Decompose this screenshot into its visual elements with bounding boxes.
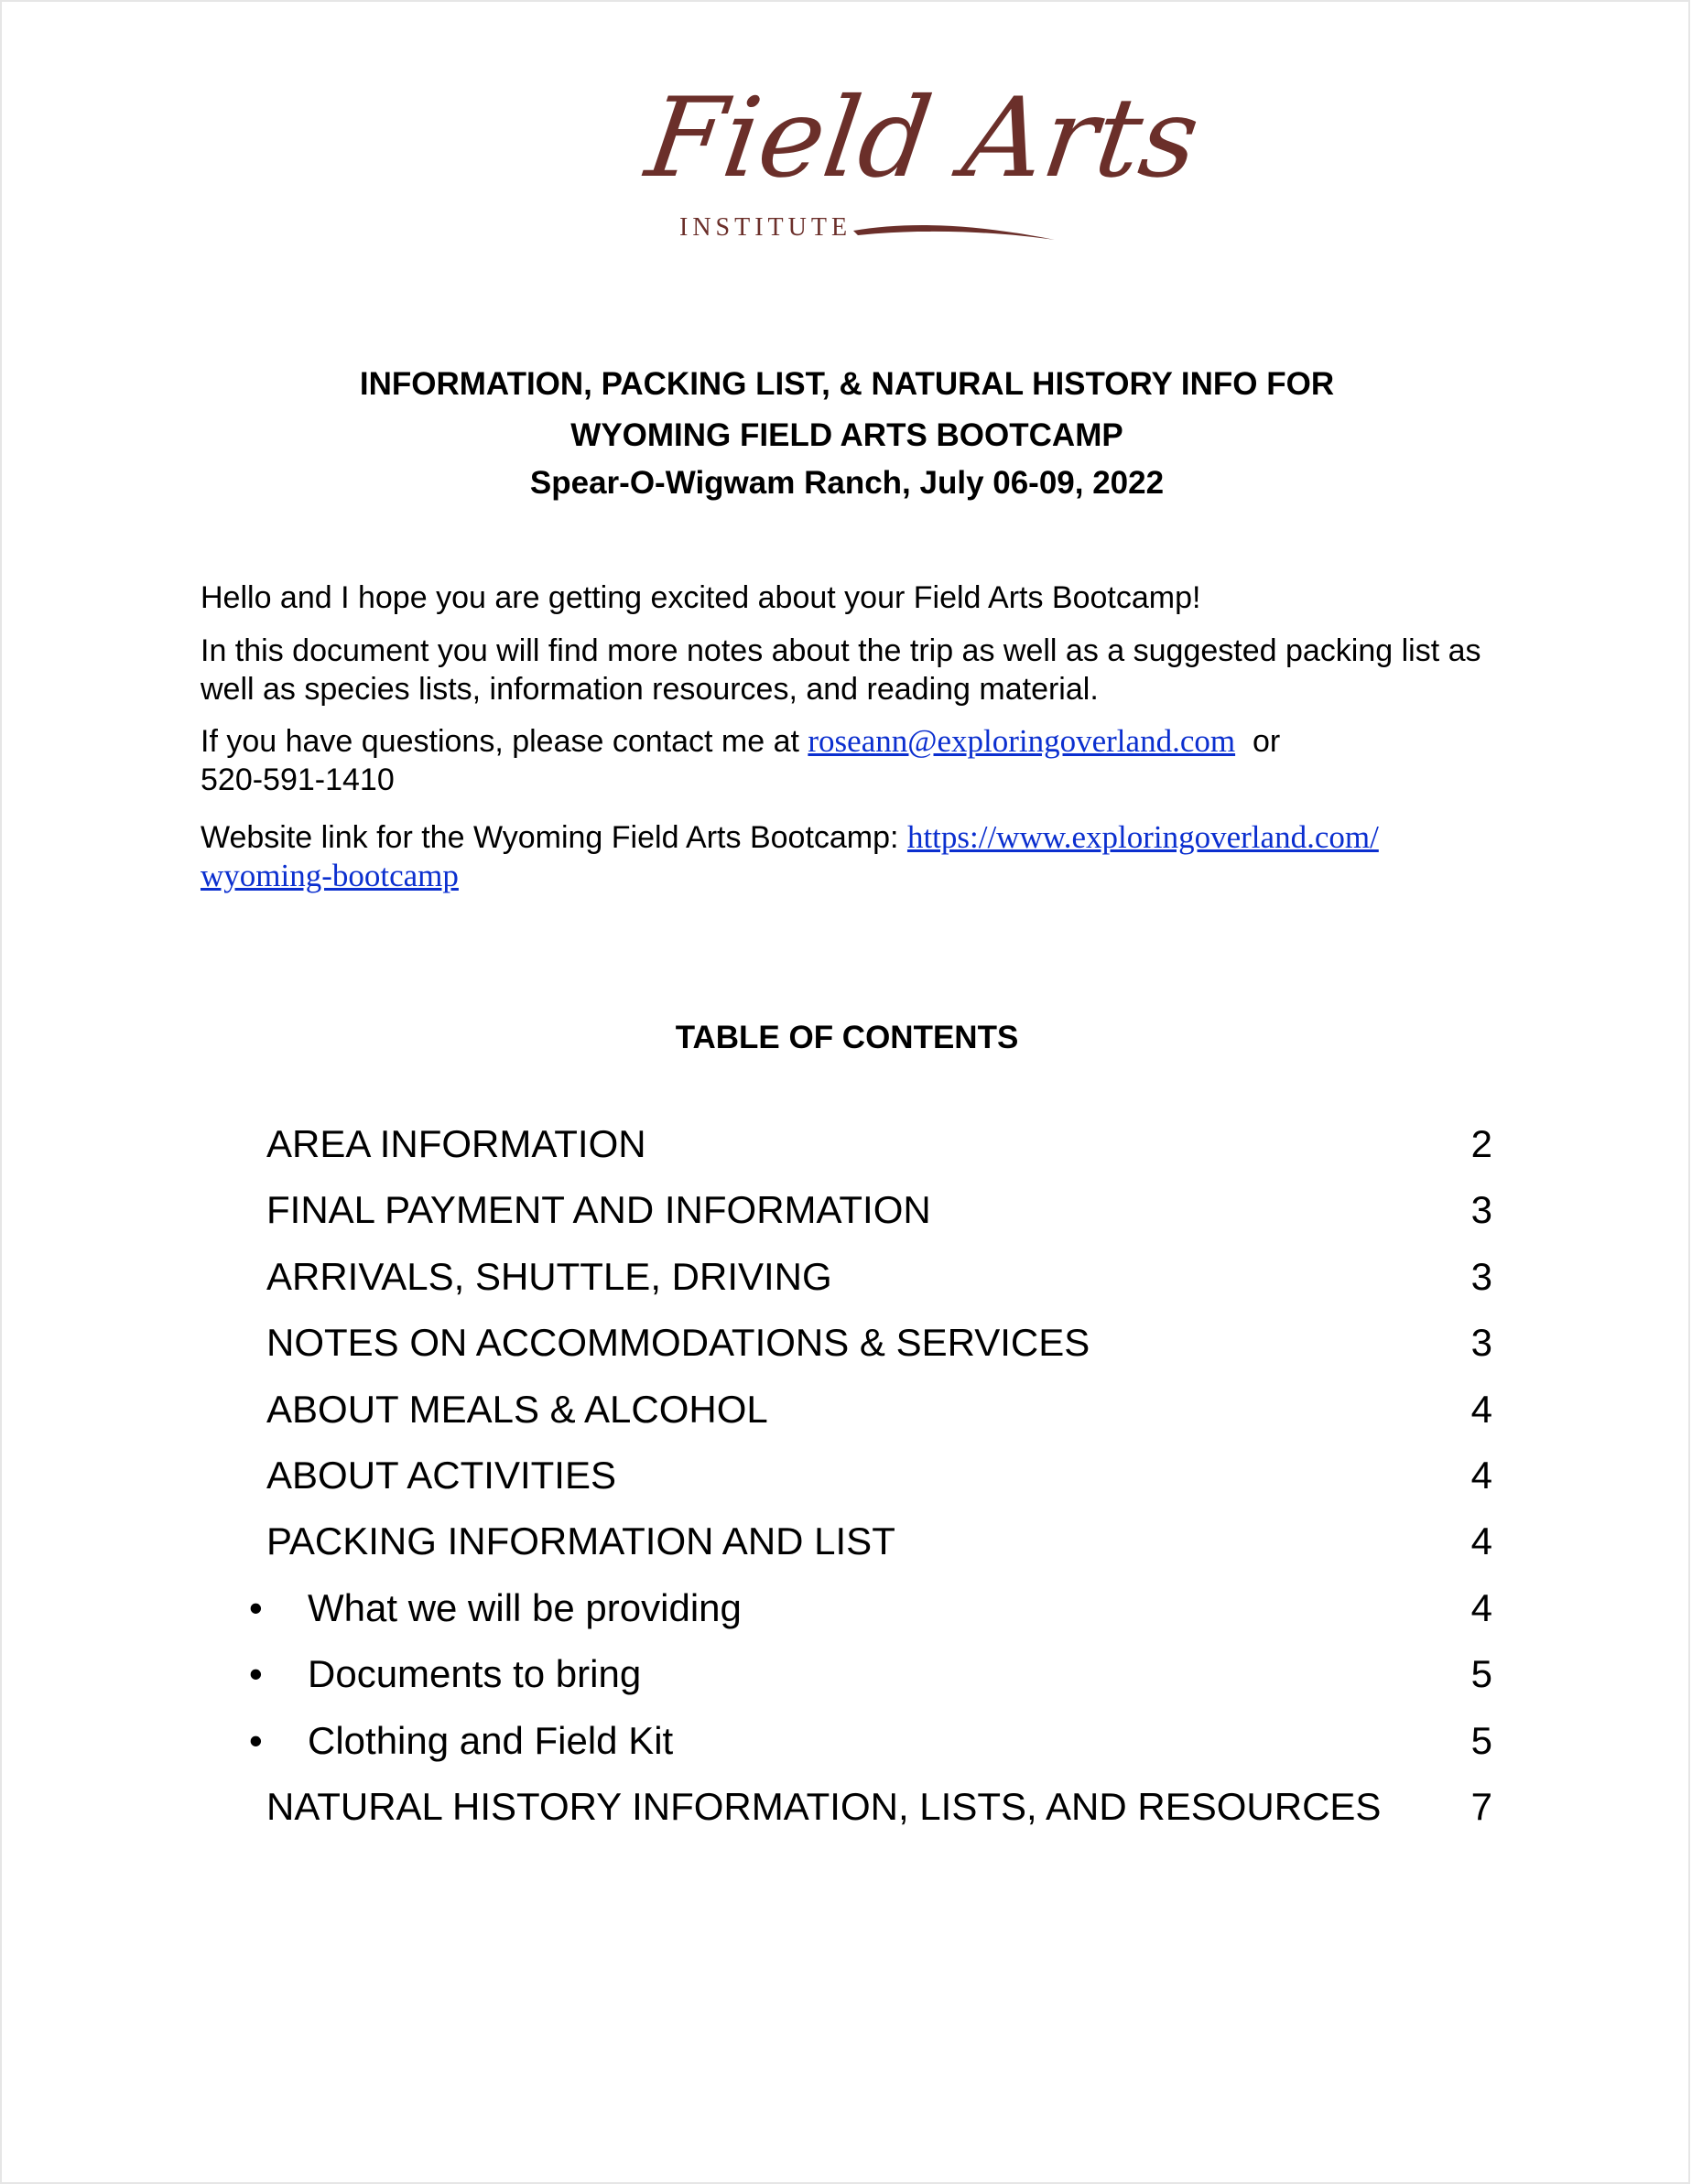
- toc-entry-page: 4: [1470, 1453, 1492, 1497]
- toc-entry-label: What we will be providing: [308, 1585, 742, 1629]
- toc-entry-clothing[interactable]: [2, 1719, 1692, 1785]
- toc-entry-label: Clothing and Field Kit: [308, 1718, 674, 1762]
- toc-entry-meals-alcohol[interactable]: [2, 1388, 1692, 1454]
- toc-entry-page: 5: [1470, 1718, 1492, 1762]
- toc-entry-label: Documents to bring: [308, 1652, 642, 1696]
- toc-entry-label: AREA INFORMATION: [266, 1122, 646, 1165]
- logo-underline-swash: [853, 225, 1055, 240]
- website-prefix: Website link for the Wyoming Field Arts Bootcamp:: [201, 820, 907, 855]
- logo-script-text: Field Arts: [639, 74, 1207, 202]
- toc-entry-documents[interactable]: [2, 1652, 1692, 1718]
- toc-entry-page: 4: [1470, 1519, 1492, 1563]
- toc-entry-activities[interactable]: [2, 1454, 1692, 1519]
- toc-entry-natural-history[interactable]: [2, 1785, 1692, 1851]
- toc-entry-label: ABOUT MEALS & ALCOHOL: [266, 1387, 768, 1431]
- toc-entry-page: 4: [1470, 1585, 1492, 1629]
- toc-entry-final-payment[interactable]: [2, 1188, 1692, 1254]
- toc-entry-label: ABOUT ACTIVITIES: [266, 1453, 616, 1497]
- field-arts-institute-logo: [639, 48, 1207, 267]
- document-title-line-1: INFORMATION, PACKING LIST, & NATURAL HISTORY INFO FOR: [359, 366, 1335, 402]
- contact-email-link[interactable]: roseann@exploringoverland.com: [808, 723, 1236, 759]
- toc-entry-label: NATURAL HISTORY INFORMATION, LISTS, AND RESOURCES: [266, 1784, 1382, 1828]
- greeting-paragraph: Hello and I hope you are getting excited about your Field Arts Bootcamp!: [201, 580, 1201, 615]
- toc-entry-label: FINAL PAYMENT AND INFORMATION: [266, 1188, 931, 1232]
- toc-heading: TABLE OF CONTENTS: [675, 1020, 1019, 1055]
- toc-entry-label: PACKING INFORMATION AND LIST: [266, 1519, 895, 1563]
- document-subtitle-location-date: Spear-O-Wigwam Ranch, July 06-09, 2022: [529, 465, 1165, 501]
- contact-paragraph: [201, 722, 1501, 799]
- toc-entry-arrivals[interactable]: [2, 1255, 1692, 1321]
- toc-entry-page: 7: [1470, 1784, 1492, 1828]
- bullet-icon: •: [249, 1652, 263, 1696]
- toc-entry-page: 5: [1470, 1652, 1492, 1696]
- contact-prefix: If you have questions, please contact me at: [201, 724, 808, 759]
- bullet-icon: •: [249, 1718, 263, 1762]
- website-link-part-2: wyoming-bootcamp: [201, 858, 459, 893]
- toc-entry-page: 4: [1470, 1387, 1492, 1431]
- contact-or: or: [1235, 724, 1281, 759]
- document-title-line-2: WYOMING FIELD ARTS BOOTCAMP: [570, 417, 1123, 453]
- toc-entry-page: 3: [1470, 1188, 1492, 1232]
- toc-entry-accommodations[interactable]: [2, 1321, 1692, 1387]
- toc-entry-page: 3: [1470, 1254, 1492, 1298]
- website-link-part-1: https://www.exploringoverland.com/: [906, 819, 1379, 855]
- toc-entry-page: 3: [1470, 1321, 1492, 1365]
- table-of-contents: [2, 1122, 1692, 1851]
- contact-phone: 520-591-1410: [201, 762, 395, 797]
- toc-entry-label: ARRIVALS, SHUTTLE, DRIVING: [266, 1254, 832, 1298]
- toc-entry-page: 2: [1470, 1122, 1492, 1165]
- toc-entry-providing[interactable]: [2, 1586, 1692, 1652]
- logo-institute-text: INSTITUTE: [679, 213, 852, 242]
- bullet-icon: •: [249, 1585, 263, 1629]
- toc-entry-packing[interactable]: [2, 1519, 1692, 1585]
- toc-entry-label: NOTES ON ACCOMMODATIONS & SERVICES: [266, 1321, 1090, 1365]
- toc-entry-area-information[interactable]: [2, 1122, 1692, 1188]
- description-paragraph: In this document you will find more notes about the trip as well as a suggested packing list as well as species lists, information resources, and reading material.: [201, 633, 1481, 707]
- website-paragraph: [201, 818, 1501, 895]
